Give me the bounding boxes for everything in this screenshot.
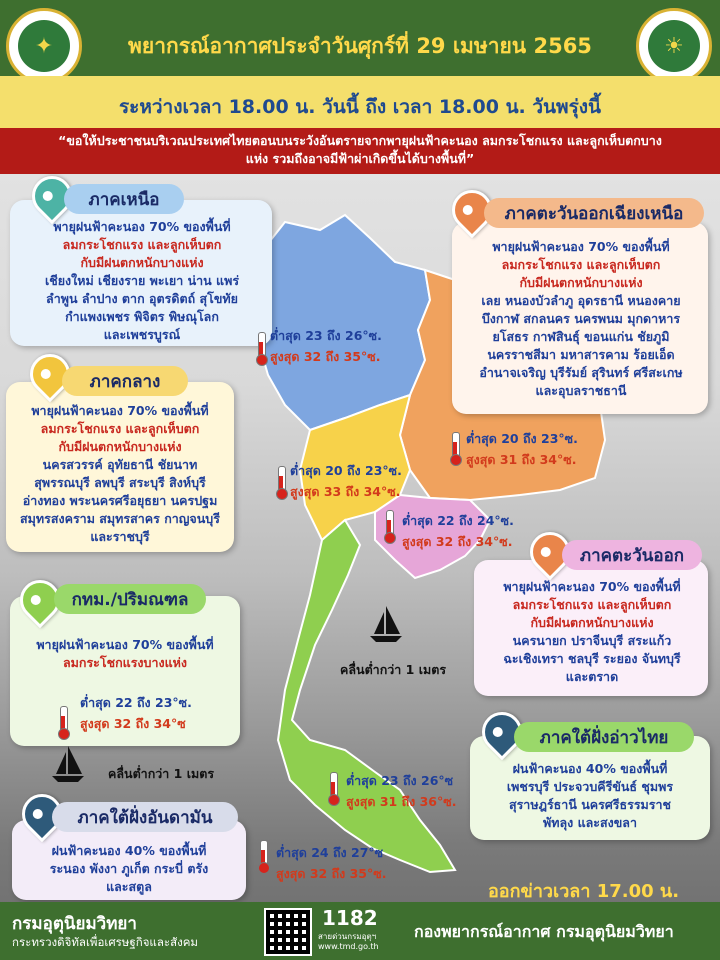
- central-forecast: พายุฝนฟ้าคะนอง 70% ของพื้นที่ ลมกระโชกแรง และลูกเห็บตก กับมีฝนตกหนักบางแห่ง นครสวรรค์ อุทัยธานี ชัยนาท สุพรรณบุรี ลพบุรี สระบุรี สิงห์บุรี อ่างทอง พระนครศรีอยุธยา นครปฐม สมุทรสงคราม สมุทรสาคร กาญจนบุรี และราชบุรี: [20, 403, 220, 544]
- hotline-number: 1182: [322, 906, 378, 930]
- thermometer-icon: [328, 772, 338, 804]
- thermometer-icon: [276, 466, 286, 498]
- issued-time: ออกข่าวเวลา 17.00 น.: [488, 881, 680, 902]
- warning-text: [10, 132, 710, 168]
- page-title: พยากรณ์อากาศประจำวันศุกร์ที่ 29 เมษายน 2565: [128, 34, 592, 58]
- northeast-title: ภาคตะวันออกเฉียงเหนือ: [484, 198, 704, 228]
- south-gulf-title: ภาคใต้ฝั่งอ่าวไทย: [514, 722, 694, 752]
- east-temperature: ต่ำสุด 22 ถึง 24°ซ. สูงสุด 32 ถึง 34°ซ.: [402, 513, 514, 549]
- bangkok-temperature: ต่ำสุด 22 ถึง 23°ซ. สูงสุด 32 ถึง 34°ซ: [80, 695, 192, 731]
- north-title: ภาคเหนือ: [64, 184, 184, 214]
- sailboat-icon: [366, 604, 406, 644]
- forecast-period: ระหว่างเวลา 18.00 น. วันนี้ ถึง เวลา 18.00 น. วันพรุ่งนี้: [118, 96, 602, 118]
- warning-line-1: “ขอให้ประชาชนบริเวณประเทศไทยตอนบนระวังอันตรายจากพายุฝนฟ้าคะนอง ลมกระโชกแรง และลูกเห็บตกบาง: [58, 133, 662, 148]
- andaman-wave-text: คลื่นต่ำกว่า 1 เมตร: [108, 766, 215, 781]
- hotline-caption: สายด่วนกรมอุตุฯ www.tmd.go.th: [318, 932, 379, 951]
- central-title: ภาคกลาง: [62, 366, 188, 396]
- qr-code-icon[interactable]: [264, 908, 312, 956]
- footer-ministry: กระทรวงดิจิทัลเพื่อเศรษฐกิจและสังคม: [12, 935, 198, 949]
- footer-department: กองพยากรณ์อากาศ กรมอุตุนิยมวิทยา: [414, 922, 674, 941]
- thermometer-icon: [384, 510, 394, 542]
- south-gulf-forecast: ฝนฟ้าคะนอง 40% ของพื้นที่ เพชรบุรี ประจวบคีรีขันธ์ ชุมพร สุราษฎร์ธานี นครศรีธรรมราช พัทลุง และสงขลา: [506, 761, 674, 830]
- central-temperature: ต่ำสุด 20 ถึง 23°ซ. สูงสุด 33 ถึง 34°ซ.: [290, 463, 402, 499]
- northeast-forecast: พายุฝนฟ้าคะนอง 70% ของพื้นที่ ลมกระโชกแรง และลูกเห็บตก กับมีฝนตกหนักบางแห่ง เลย หนองบัวลำภู อุดรธานี หนองคาย บึงกาฬ สกลนคร นครพนม มุกดาหาร ยโสธร กาฬสินธุ์ ขอนแก่น ชัยภูมิ นครราชสีมา มหาสารคาม ร้อยเอ็ด อำนาจเจริญ บุรีรัมย์ สุรินทร์ ศรีสะเกษ และอุบลราชธานี: [479, 239, 683, 398]
- east-forecast: พายุฝนฟ้าคะนอง 70% ของพื้นที่ ลมกระโชกแรง และลูกเห็บตก กับมีฝนตกหนักบางแห่ง นครนายก ปราจีนบุรี สระแก้ว ฉะเชิงเทรา ชลบุรี ระยอง จันทบุรี และตราด: [503, 579, 681, 684]
- thermometer-icon: [58, 706, 68, 738]
- south-andaman-forecast: ฝนฟ้าคะนอง 40% ของพื้นที่ ระนอง พังงา ภูเก็ต กระบี่ ตรัง และสตูล: [49, 843, 209, 894]
- ministry-seal-icon: ✦: [6, 8, 82, 84]
- northeast-temperature: ต่ำสุด 20 ถึง 23°ซ. สูงสุด 31 ถึง 34°ซ.: [466, 431, 578, 467]
- north-forecast: พายุฝนฟ้าคะนอง 70% ของพื้นที่ ลมกระโชกแรง และลูกเห็บตก กับมีฝนตกหนักบางแห่ง เชียงใหม่ เชียงราย พะเยา น่าน แพร่ ลำพูน ลำปาง ตาก อุตรดิตถ์ สุโขทัย กำแพงเพชร พิจิตร พิษณุโลก และเพชรบูรณ์: [44, 219, 240, 342]
- north-temperature: ต่ำสุด 23 ถึง 26°ซ. สูงสุด 32 ถึง 35°ซ.: [270, 328, 382, 364]
- sailboat-icon: [48, 744, 88, 784]
- east-title: ภาคตะวันออก: [562, 540, 702, 570]
- south-andaman-title: ภาคใต้ฝั่งอันดามัน: [52, 802, 238, 832]
- warning-line-2: แห่ง รวมถึงอาจมีฟ้าผ่าเกิดขึ้นได้บางพื้นที่”: [245, 151, 475, 166]
- tmd-logo-icon: ☀: [636, 8, 712, 84]
- thermometer-icon: [256, 332, 266, 364]
- thermometer-icon: [258, 840, 268, 872]
- south-gulf-temperature: ต่ำสุด 23 ถึง 26°ซ สูงสุด 31 ถึง 36°ซ.: [346, 773, 457, 809]
- footer-org: กรมอุตุนิยมวิทยา: [12, 914, 137, 934]
- thermometer-icon: [450, 432, 460, 464]
- bangkok-forecast: พายุฝนฟ้าคะนอง 70% ของพื้นที่ ลมกระโชกแรงบางแห่ง: [36, 637, 214, 670]
- bangkok-title: กทม./ปริมณฑล: [54, 584, 206, 614]
- gulf-wave-text: คลื่นต่ำกว่า 1 เมตร: [340, 662, 447, 677]
- south-andaman-temperature: ต่ำสุด 24 ถึง 27°ซ สูงสุด 32 ถึง 35°ซ.: [276, 845, 387, 881]
